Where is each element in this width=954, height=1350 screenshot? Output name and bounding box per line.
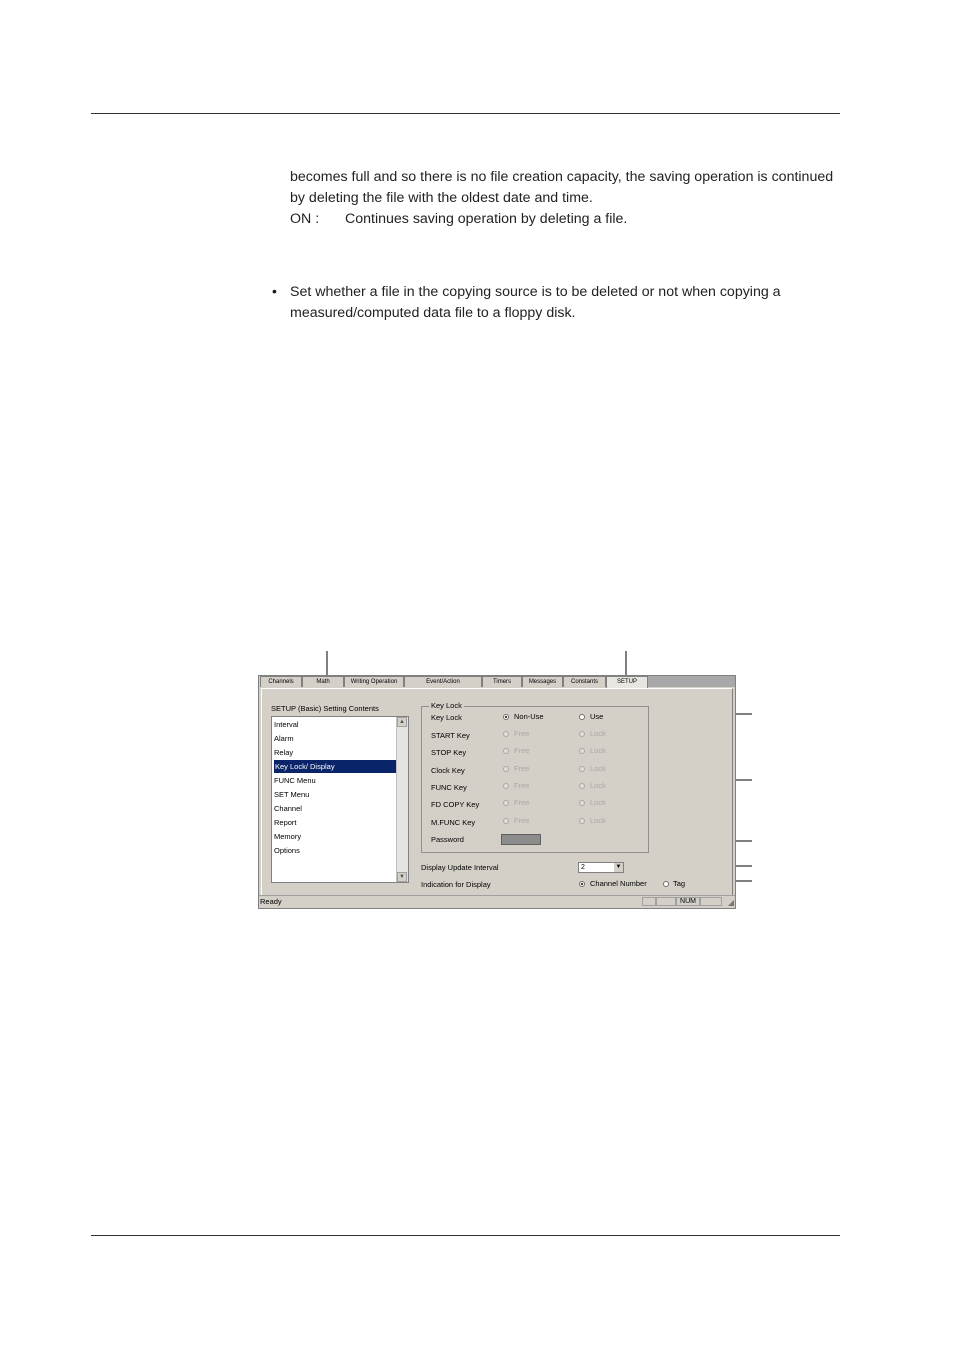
on-description: Continues saving operation by deleting a file. <box>345 211 628 227</box>
list-title: SETUP (Basic) Setting Contents <box>271 704 379 713</box>
stop-key-free-label: Free <box>514 746 530 755</box>
indication-channel-number-radio[interactable] <box>579 881 585 887</box>
indication-tag-radio[interactable] <box>663 881 669 887</box>
list-item-options[interactable]: Options <box>274 846 300 855</box>
stop-key-lock-label: Lock <box>590 746 606 755</box>
status-cell <box>656 897 676 906</box>
m-func-key-free-label: Free <box>514 816 530 825</box>
fd-copy-key-free-radio[interactable] <box>503 800 509 806</box>
status-cell <box>642 897 656 906</box>
tab-math[interactable]: Math <box>302 676 344 687</box>
scroll-up-icon[interactable]: ▲ <box>397 717 407 727</box>
password-field[interactable] <box>501 834 541 845</box>
key-lock-label: Key Lock <box>431 713 462 722</box>
start-key-free-label: Free <box>514 729 530 738</box>
start-key-free-radio[interactable] <box>503 731 509 737</box>
status-cell <box>700 897 722 906</box>
indication-tag-label: Tag <box>673 879 686 888</box>
on-label: ON : <box>290 211 320 227</box>
list-item-alarm[interactable]: Alarm <box>274 734 294 743</box>
func-key-lock-label: Lock <box>590 781 606 790</box>
list-item-key-lock-display[interactable]: Key Lock/ Display <box>274 760 398 773</box>
stop-key-lock-radio[interactable] <box>579 748 585 754</box>
list-item-report[interactable]: Report <box>274 818 297 827</box>
m-func-key-lock-radio[interactable] <box>579 818 585 824</box>
tab-messages[interactable]: Messages <box>522 676 563 687</box>
func-key-label: FUNC Key <box>431 783 467 792</box>
clock-key-free-label: Free <box>514 764 530 773</box>
key-lock-non-use-label: Non-Use <box>514 712 544 721</box>
start-key-lock-radio[interactable] <box>579 731 585 737</box>
list-item-set-menu[interactable]: SET Menu <box>274 790 310 799</box>
tab-writing-operation[interactable]: Writing Operation <box>344 676 404 687</box>
m-func-key-lock-label: Lock <box>590 816 606 825</box>
func-key-lock-radio[interactable] <box>579 783 585 789</box>
tab-bar-fill <box>648 676 735 687</box>
start-key-lock-label: Lock <box>590 729 606 738</box>
clock-key-lock-radio[interactable] <box>579 766 585 772</box>
start-key-label: START Key <box>431 731 470 740</box>
fd-copy-key-free-label: Free <box>514 798 530 807</box>
list-item-interval[interactable]: Interval <box>274 720 299 729</box>
func-key-free-label: Free <box>514 781 530 790</box>
fd-copy-key-lock-radio[interactable] <box>579 800 585 806</box>
indication-channel-number-label: Channel Number <box>590 879 647 888</box>
tab-constants[interactable]: Constants <box>563 676 606 687</box>
paragraph-line: Set whether a file in the copying source is to be deleted or not when copying a <box>290 284 781 300</box>
paragraph-line: by deleting the file with the oldest date and time. <box>290 190 593 206</box>
list-item-relay[interactable]: Relay <box>274 748 294 757</box>
m-func-key-label: M.FUNC Key <box>431 818 476 827</box>
tab-channels[interactable]: Channels <box>260 676 302 687</box>
status-text: Ready <box>260 897 282 906</box>
bullet-marker: • <box>272 283 277 299</box>
clock-key-lock-label: Lock <box>590 764 606 773</box>
status-num-indicator: NUM <box>676 897 700 906</box>
display-update-interval-select[interactable] <box>578 862 624 873</box>
indication-for-display-label: Indication for Display <box>421 880 491 889</box>
tab-bar <box>259 676 735 688</box>
clock-key-free-radio[interactable] <box>503 766 509 772</box>
tab-setup[interactable]: SETUP <box>606 676 648 688</box>
scroll-down-icon[interactable]: ▼ <box>397 872 407 882</box>
m-func-key-free-radio[interactable] <box>503 818 509 824</box>
key-lock-use-radio[interactable] <box>579 714 585 720</box>
fd-copy-key-label: FD COPY Key <box>431 800 480 809</box>
key-lock-group-title: Key Lock <box>431 701 462 710</box>
fd-copy-key-lock-label: Lock <box>590 798 606 807</box>
chevron-down-icon[interactable]: ▼ <box>615 864 622 870</box>
tab-event-action[interactable]: Event/Action <box>404 676 482 687</box>
setting-contents-list[interactable] <box>271 716 409 883</box>
list-item-func-menu[interactable]: FUNC Menu <box>274 776 316 785</box>
status-bar <box>259 895 735 908</box>
clock-key-label: Clock Key <box>431 766 465 775</box>
setup-window <box>258 675 736 909</box>
key-lock-use-label: Use <box>590 712 604 721</box>
paragraph-line: becomes full and so there is no file creation capacity, the saving operation is continued <box>290 169 834 185</box>
func-key-free-radio[interactable] <box>503 783 509 789</box>
list-item-channel[interactable]: Channel <box>274 804 302 813</box>
display-update-interval-value: 2 <box>581 864 585 871</box>
key-lock-non-use-radio[interactable] <box>503 714 509 720</box>
list-scrollbar[interactable] <box>396 717 408 882</box>
stop-key-free-radio[interactable] <box>503 748 509 754</box>
list-item-memory[interactable]: Memory <box>274 832 302 841</box>
stop-key-label: STOP Key <box>431 748 467 757</box>
key-lock-group <box>421 706 649 853</box>
paragraph-line: measured/computed data file to a floppy disk. <box>290 305 576 321</box>
password-label: Password <box>431 835 464 844</box>
tab-timers[interactable]: Timers <box>482 676 522 687</box>
resize-grip-icon[interactable]: ◢ <box>727 898 734 907</box>
display-update-interval-label: Display Update Interval <box>421 863 499 872</box>
